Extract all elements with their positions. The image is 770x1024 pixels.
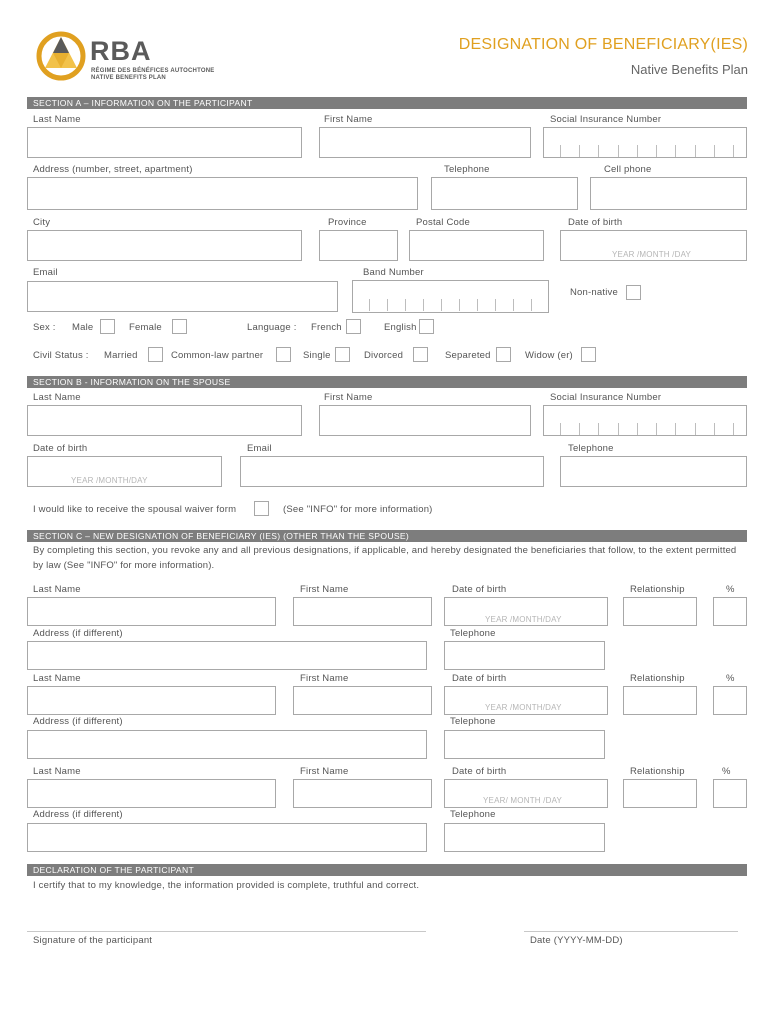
a-sin-label: Social Insurance Number [550, 114, 662, 125]
widow-label: Widow (er) [525, 350, 573, 361]
widow-checkbox[interactable] [581, 347, 596, 362]
a-address-field[interactable] [27, 177, 418, 210]
declaration-heading: DECLARATION OF THE PARTICIPANT [27, 864, 747, 876]
language-label: Language : [247, 322, 297, 333]
c2-last-name-label: Last Name [33, 673, 81, 684]
c3-relationship-field[interactable] [623, 779, 697, 808]
b-first-name-label: First Name [324, 392, 373, 403]
c1-relationship-label: Relationship [630, 584, 685, 595]
c1-relationship-field[interactable] [623, 597, 697, 626]
c2-relationship-field[interactable] [623, 686, 697, 715]
separated-checkbox[interactable] [496, 347, 511, 362]
a-last-name-label: Last Name [33, 114, 81, 125]
c1-first-name-field[interactable] [293, 597, 432, 626]
section-c-heading: SECTION C – NEW DESIGNATION OF BENEFICIARY (IES) (OTHER THAN THE SPOUSE) [27, 530, 747, 542]
c3-first-name-field[interactable] [293, 779, 432, 808]
a-cellphone-label: Cell phone [604, 164, 652, 175]
c3-dob-label: Date of birth [452, 766, 507, 777]
c1-last-name-field[interactable] [27, 597, 276, 626]
document-title: DESIGNATION OF BENEFICIARY(IES) [458, 36, 748, 53]
common-law-checkbox[interactable] [276, 347, 291, 362]
c3-percent-label: % [722, 766, 731, 777]
c2-percent-field[interactable] [713, 686, 747, 715]
c1-dob-hint: YEAR /MONTH/DAY [485, 615, 562, 624]
a-first-name-field[interactable] [319, 127, 531, 158]
divorced-label: Divorced [364, 350, 404, 361]
c1-telephone-label: Telephone [450, 628, 496, 639]
married-checkbox[interactable] [148, 347, 163, 362]
female-label: Female [129, 322, 162, 333]
c1-percent-label: % [726, 584, 735, 595]
waiver-info: (See "INFO" for more information) [283, 504, 433, 515]
document-subtitle: Native Benefits Plan [630, 62, 748, 77]
a-postal-code-label: Postal Code [416, 217, 470, 228]
b-email-field[interactable] [240, 456, 544, 487]
c1-first-name-label: First Name [300, 584, 349, 595]
a-non-native-checkbox[interactable] [626, 285, 641, 300]
a-email-field[interactable] [27, 281, 338, 312]
divorced-checkbox[interactable] [413, 347, 428, 362]
b-sin-field[interactable] [543, 405, 747, 436]
c2-relationship-label: Relationship [630, 673, 685, 684]
a-city-field[interactable] [27, 230, 302, 261]
c3-relationship-label: Relationship [630, 766, 685, 777]
c3-first-name-label: First Name [300, 766, 349, 777]
declaration-text: I certify that to my knowledge, the information provided is complete, truthful and correct. [33, 880, 420, 891]
b-last-name-field[interactable] [27, 405, 302, 436]
male-checkbox[interactable] [100, 319, 115, 334]
date-line[interactable] [524, 931, 738, 932]
logo-subtitle-fr: RÉGIME DES BÉNÉFICES AUTOCHTONE [91, 68, 215, 74]
civil-status-label: Civil Status : [33, 350, 89, 361]
c2-telephone-field[interactable] [444, 730, 605, 759]
c2-dob-hint: YEAR /MONTH/DAY [485, 703, 562, 712]
c3-telephone-label: Telephone [450, 809, 496, 820]
c2-last-name-field[interactable] [27, 686, 276, 715]
logo-text: RBA [90, 36, 152, 66]
waiver-checkbox[interactable] [254, 501, 269, 516]
b-dob-hint: YEAR /MONTH/DAY [71, 476, 148, 485]
c2-telephone-label: Telephone [450, 716, 496, 727]
b-dob-label: Date of birth [33, 443, 88, 454]
section-a-heading: SECTION A – INFORMATION ON THE PARTICIPANT [27, 97, 747, 109]
male-label: Male [72, 322, 94, 333]
a-telephone-label: Telephone [444, 164, 490, 175]
female-checkbox[interactable] [172, 319, 187, 334]
c2-percent-label: % [726, 673, 735, 684]
c3-dob-hint: YEAR/ MONTH /DAY [483, 796, 563, 805]
c1-telephone-field[interactable] [444, 641, 605, 670]
c3-percent-field[interactable] [713, 779, 747, 808]
rba-emblem-icon [36, 30, 86, 82]
c1-address-label: Address (if different) [33, 628, 123, 639]
single-label: Single [303, 350, 331, 361]
date-label: Date (YYYY-MM-DD) [530, 935, 623, 946]
c1-address-field[interactable] [27, 641, 427, 670]
c3-address-field[interactable] [27, 823, 427, 852]
english-checkbox[interactable] [419, 319, 434, 334]
waiver-label: I would like to receive the spousal waiver form [33, 504, 237, 515]
english-label: English [384, 322, 417, 333]
c3-last-name-field[interactable] [27, 779, 276, 808]
french-label: French [311, 322, 342, 333]
a-city-label: City [33, 217, 51, 228]
a-non-native-label: Non-native [570, 287, 618, 298]
french-checkbox[interactable] [346, 319, 361, 334]
b-first-name-field[interactable] [319, 405, 531, 436]
separated-label: Separeted [445, 350, 491, 361]
married-label: Married [104, 350, 138, 361]
logo-subtitle-en: NATIVE BENEFITS PLAN [91, 75, 166, 81]
c3-address-label: Address (if different) [33, 809, 123, 820]
b-last-name-label: Last Name [33, 392, 81, 403]
a-cellphone-field[interactable] [590, 177, 747, 210]
c1-last-name-label: Last Name [33, 584, 81, 595]
a-dob-hint: YEAR /MONTH /DAY [612, 250, 692, 259]
common-law-label: Common-law partner [171, 350, 264, 361]
c2-dob-label: Date of birth [452, 673, 507, 684]
sex-label: Sex : [33, 322, 56, 333]
a-telephone-field[interactable] [431, 177, 578, 210]
a-dob-label: Date of birth [568, 217, 623, 228]
c2-address-label: Address (if different) [33, 716, 123, 727]
c2-address-field[interactable] [27, 730, 427, 759]
a-email-label: Email [33, 267, 58, 278]
c2-first-name-field[interactable] [293, 686, 432, 715]
section-b-heading: SECTION B - INFORMATION ON THE SPOUSE [27, 376, 747, 388]
b-telephone-field[interactable] [560, 456, 747, 487]
a-postal-code-field[interactable] [409, 230, 544, 261]
c3-last-name-label: Last Name [33, 766, 81, 777]
c2-first-name-label: First Name [300, 673, 349, 684]
signature-line[interactable] [27, 931, 426, 932]
a-province-field[interactable] [319, 230, 398, 261]
single-checkbox[interactable] [335, 347, 350, 362]
a-first-name-label: First Name [324, 114, 373, 125]
a-province-label: Province [328, 217, 367, 228]
section-c-intro: By completing this section, you revoke any and all previous designations, if applicable, and hereby designated the beneficiaries that follow, to the extent permitted by law (See "INFO" for more information). [33, 545, 737, 571]
a-sin-field[interactable] [543, 127, 747, 158]
b-telephone-label: Telephone [568, 443, 614, 454]
b-sin-label: Social Insurance Number [550, 392, 662, 403]
a-last-name-field[interactable] [27, 127, 302, 158]
c1-percent-field[interactable] [713, 597, 747, 626]
signature-label: Signature of the participant [33, 935, 153, 946]
a-band-number-label: Band Number [363, 267, 424, 278]
b-email-label: Email [247, 443, 272, 454]
c3-telephone-field[interactable] [444, 823, 605, 852]
logo [36, 30, 236, 86]
c1-dob-label: Date of birth [452, 584, 507, 595]
a-band-number-field[interactable] [352, 280, 549, 313]
a-address-label: Address (number, street, apartment) [33, 164, 193, 175]
